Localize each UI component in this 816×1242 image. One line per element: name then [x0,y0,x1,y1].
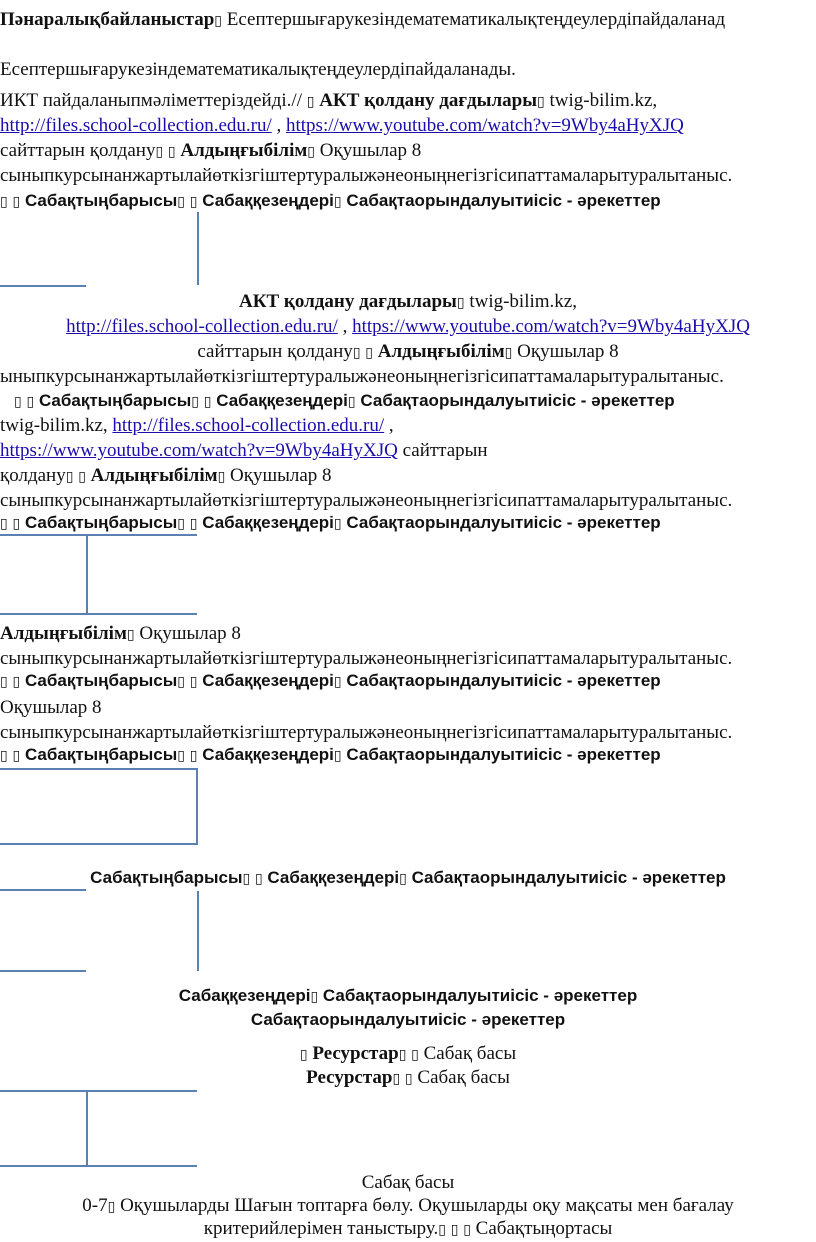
missing-glyph-icon: ▯ [333,748,342,764]
lesson-stages-label: Сабаққезеңдері [202,671,334,690]
missing-glyph-icon: ▯ [155,144,164,160]
missing-glyph-icon: ▯ [78,469,86,485]
text-span: сайттарын [402,440,488,461]
missing-glyph-icon: ▯ [254,871,263,887]
missing-glyph-icon: ▯ [214,13,223,29]
lesson-actions-label: Сабақтаорындалуытиісіс - әрекеттер [346,513,661,532]
lesson-actions-label: Сабақтаорындалуытиісіс - әрекеттер [346,191,661,210]
header-title: Пәнаралықбайланыстар [0,9,215,30]
missing-glyph-icon: ▯ [398,1047,407,1063]
lesson-header-line [14,389,675,414]
prior-knowledge-label: Алдыңғыбілім [180,140,308,161]
header-rest: Есептершығарукезіндематематикалықтеңдеулердіпайдаланад [226,9,726,30]
missing-glyph-icon: ▯ [14,394,22,410]
missing-glyph-icon: ▯ [191,394,200,410]
lesson-progress-label: Сабақтыңбарысы [24,513,178,532]
text-span: Оқушылар 8 [517,341,619,362]
separator: , [276,115,282,136]
missing-glyph-icon: ▯ [411,1047,419,1063]
school-collection-link[interactable]: http://files.school-collection.edu.ru/ [112,415,385,436]
missing-glyph-icon: ▯ [537,94,545,110]
missing-glyph-icon: ▯ [299,1047,308,1063]
missing-glyph-icon: ▯ [333,674,342,690]
paragraph-line: сыныпкурсынанжартылайөткізгіштертуралыжәнеоныңнегізгісипаттамаларытуралытаныс. [0,648,733,669]
links-line [0,114,684,138]
text-span: Оқушыларды Шағын топтарға бөлу. Оқушыларды оқу мақсаты мен бағалау [120,1195,734,1216]
lesson-header-line [0,669,661,694]
resources-line [0,1066,816,1091]
missing-glyph-icon: ▯ [203,394,212,410]
missing-glyph-icon: ▯ [365,345,373,361]
youtube-link[interactable]: https://www.youtube.com/watch?v=9Wby4aHyXJQ [352,316,750,337]
missing-glyph-icon: ▯ [0,194,8,210]
lesson-stages-label: Сабаққезеңдері [202,191,334,210]
table-border-vertical [197,891,199,971]
missing-glyph-icon: ▯ [177,674,186,690]
table-border-vertical [197,212,199,285]
akt-skills-label: АКТ қолдану дағдылары [319,90,538,111]
lesson-header-line [0,866,816,891]
links-line [0,315,816,339]
missing-glyph-icon: ▯ [167,144,176,160]
lesson-progress-label: Сабақтыңбарысы [24,191,178,210]
missing-glyph-icon: ▯ [0,748,8,764]
missing-glyph-icon: ▯ [189,194,198,210]
missing-glyph-icon: ▯ [12,516,21,532]
text-span: сайттарын қолдану [0,140,156,161]
resources-label: Ресурстар [306,1067,393,1088]
text-span: сайттарын қолдану [197,341,353,362]
resources-line [0,1042,816,1067]
time-range: 0-7 [82,1195,108,1216]
missing-glyph-icon: ▯ [12,674,21,690]
missing-glyph-icon: ▯ [404,1071,413,1087]
missing-glyph-icon: ▯ [0,516,8,532]
lesson-stages-label: Сабаққезеңдері [202,513,334,532]
text-span: Оқушылар 8 [319,140,422,161]
youtube-link[interactable]: https://www.youtube.com/watch?v=9Wby4aHyXJQ [286,115,684,136]
paragraph-line: сыныпкурсынанжартылайөткізгіштертуралыжәнеоныңнегізгісипаттамаларытуралытаныс. [0,722,733,743]
missing-glyph-icon: ▯ [177,748,186,764]
table-border-vertical [196,768,198,845]
table-border-horizontal [0,285,86,287]
missing-glyph-icon: ▯ [26,394,35,410]
missing-glyph-icon: ▯ [450,1222,459,1238]
paragraph-line [0,89,657,114]
table-border-horizontal [0,534,197,536]
lesson-stages-label: Сабаққезеңдері [267,868,400,887]
lesson-actions-label: Сабақтаорындалуытиісіс - әрекеттер [360,391,675,410]
missing-glyph-icon: ▯ [189,516,198,532]
text-span: критерийлерімен таныстыру. [203,1218,439,1239]
table-border-horizontal [0,1090,197,1092]
missing-glyph-icon: ▯ [310,989,319,1005]
table-border-horizontal [0,889,86,891]
separator: , [388,415,394,436]
lesson-stages-label: Сабаққезеңдері [216,391,348,410]
lesson-actions-label: Сабақтаорындалуытиісіс - әрекеттер [411,868,726,887]
paragraph-line: сыныпкурсынанжартылайөткізгіштертуралыжәнеоныңнегізгісипаттамаларытуралытаныс. [0,165,733,186]
missing-glyph-icon: ▯ [65,469,74,485]
school-collection-link[interactable]: http://files.school-collection.edu.ru/ [66,316,338,337]
missing-glyph-icon: ▯ [333,516,342,532]
lesson-actions-label: Сабақтаорындалуытиісіс - әрекеттер [250,1010,566,1029]
text-span: қолдану [0,465,66,486]
lesson-header-line [0,511,661,536]
table-border-vertical [86,534,88,614]
missing-glyph-icon: ▯ [242,871,251,887]
missing-glyph-icon: ▯ [347,394,356,410]
text-span: twig-bilim.kz, [549,90,658,111]
lesson-header-line [0,743,661,768]
table-border-horizontal [0,613,197,615]
missing-glyph-icon: ▯ [456,295,465,311]
header-line [0,8,725,33]
table-border-vertical [86,1090,88,1166]
text-span: // [291,90,307,111]
missing-glyph-icon: ▯ [463,1222,471,1238]
lesson-middle-label: Сабақтыңортасы [475,1218,613,1239]
lesson-progress-label: Сабақтыңбарысы [38,391,192,410]
text-span: Оқушылар 8 [139,623,241,644]
paragraph-line [0,290,816,315]
paragraph-line: Есептершығарукезіндематематикалықтеңдеулердіпайдаланады. [0,59,516,80]
paragraph-line [0,1194,816,1219]
prior-knowledge-label: Алдыңғыбілім [90,465,218,486]
lesson-actions-label: Сабақтаорындалуытиісіс - әрекеттер [346,671,661,690]
links-line [0,439,488,463]
paragraph-line [0,464,332,489]
lesson-progress-label: Сабақтыңбарысы [24,745,178,764]
school-collection-link[interactable]: http://files.school-collection.edu.ru/ [0,115,272,136]
missing-glyph-icon: ▯ [307,144,316,160]
lesson-actions-label: Сабақтаорындалуытиісіс - әрекеттер [322,986,638,1005]
missing-glyph-icon: ▯ [189,748,198,764]
akt-skills-label: АКТ қолдану дағдылары [239,291,457,312]
lesson-start-label: Сабақ басы [423,1043,517,1064]
lesson-header-line [0,984,816,1009]
missing-glyph-icon: ▯ [177,516,186,532]
table-border-horizontal [0,768,197,770]
missing-glyph-icon: ▯ [12,748,21,764]
paragraph-line [0,340,816,365]
text-span: twig-bilim.kz, [469,291,577,312]
prior-knowledge-label: Алдыңғыбілім [0,623,127,644]
prior-knowledge-label: Алдыңғыбілім [377,341,505,362]
missing-glyph-icon: ▯ [217,469,226,485]
missing-glyph-icon: ▯ [107,1199,116,1215]
paragraph-line [0,139,421,164]
missing-glyph-icon: ▯ [352,345,361,361]
text-span: ИКТ пайдаланыпмәліметтеріздейді. [0,90,292,111]
missing-glyph-icon: ▯ [333,194,342,210]
missing-glyph-icon: ▯ [306,94,315,110]
paragraph-line: ыныпкурсынанжартылайөткізгіштертуралыжәнеоныңнегізгісипаттамаларытуралытаныс. [0,366,724,387]
paragraph-line: Оқушылар 8 [0,697,102,718]
missing-glyph-icon: ▯ [0,674,8,690]
table-border-horizontal [0,1165,197,1167]
youtube-link[interactable]: https://www.youtube.com/watch?v=9Wby4aHyXJQ [0,440,398,461]
lesson-header-line [0,189,661,214]
resources-label: Ресурстар [312,1043,399,1064]
paragraph-line [0,622,241,647]
missing-glyph-icon: ▯ [504,345,513,361]
table-border-horizontal [0,970,86,972]
paragraph-line [0,414,394,438]
lesson-actions-label: Сабақтаорындалуытиісіс - әрекеттер [346,745,661,764]
lesson-stages-label: Сабаққезеңдері [202,745,334,764]
missing-glyph-icon: ▯ [126,627,135,643]
separator: , [342,316,348,337]
missing-glyph-icon: ▯ [399,871,407,887]
lesson-progress-label: Сабақтыңбарысы [24,671,178,690]
table-border-horizontal [0,843,198,845]
missing-glyph-icon: ▯ [392,1071,401,1087]
missing-glyph-icon: ▯ [177,194,186,210]
lesson-start-label: Сабақ басы [417,1067,510,1088]
lesson-stages-label: Сабаққезеңдері [178,986,311,1005]
text-span: twig-bilim.kz, [0,415,108,436]
missing-glyph-icon: ▯ [189,674,198,690]
lesson-start-heading: Сабақ басы [361,1172,455,1193]
lesson-progress-label: Сабақтыңбарысы [90,868,243,887]
missing-glyph-icon: ▯ [438,1222,446,1238]
text-span: Оқушылар 8 [230,465,332,486]
lesson-header-line [0,1008,816,1032]
paragraph-line [0,1217,816,1242]
missing-glyph-icon: ▯ [12,194,21,210]
paragraph-line: сыныпкурсынанжартылайөткізгіштертуралыжәнеоныңнегізгісипаттамаларытуралытаныс. [0,490,733,511]
